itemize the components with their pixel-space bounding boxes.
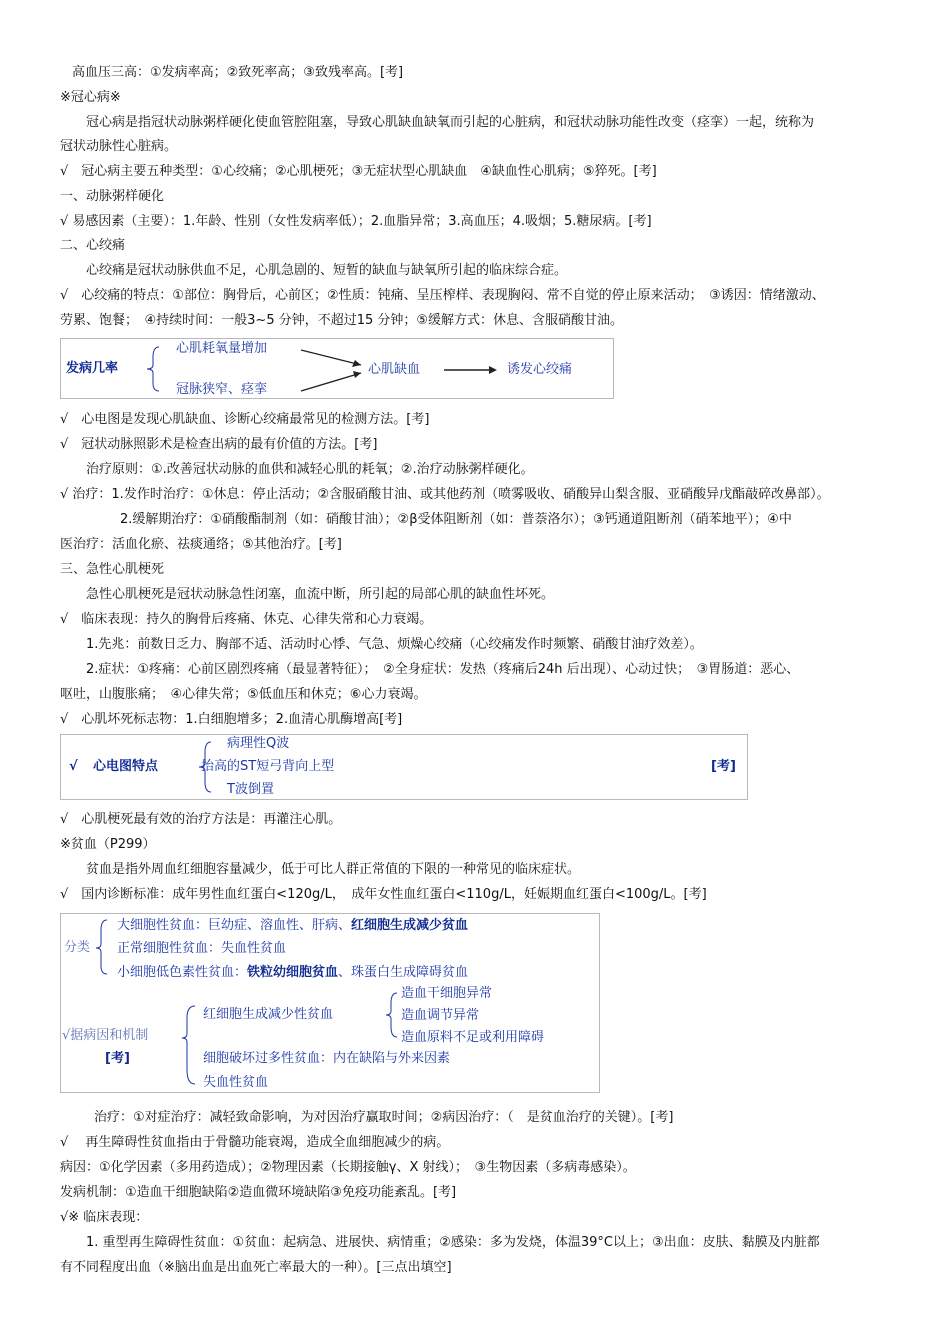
diagram-item-destruction: 细胞破坏过多性贫血：内在缺陷与外来因素 (203, 1051, 451, 1066)
text-line: √ 临床表现：持久的胸骨后疼痛、休克、心律失常和心力衰竭。 (60, 612, 433, 627)
pathogenesis-diagram (60, 338, 614, 399)
text-line: 劳累、饱餐； ④持续时间：一般3~5 分钟，不超过15 分钟；⑤缓解方式：休息、含服硝酸甘油。 (60, 313, 624, 328)
diagram-check: √ (69, 759, 78, 774)
diagram-item-microcytic (117, 965, 468, 981)
text-line: 2.缓解期治疗：①硝酸酯制剂（如：硝酸甘油）；②β受体阻断剂（如：普萘洛尔）；③钙通道阻断剂（硝苯地平）；④中 (120, 512, 792, 527)
diagram-item-text: 、珠蛋白生成障碍贫血 (338, 965, 469, 980)
diagram-item-emphasis: 红细胞生成减少贫血 (351, 918, 469, 933)
diagram-subitem-regulation: 造血调节异常 (401, 1008, 480, 1023)
section-heading: ※贫血（P299） (60, 837, 156, 852)
diagram-item-st-elevation: 抬高的ST短弓背向上型 (201, 759, 335, 774)
diagram-head: 发病几率 (66, 361, 119, 376)
ecg-features-diagram (60, 734, 748, 800)
diagram-item-normocytic: 正常细胞性贫血：失血性贫血 (117, 941, 287, 956)
text-line: 病因：①化学因素（多用药造成）；②物理因素（长期接触γ、X 射线）； ③生物因素（多病毒感染）。 (60, 1160, 636, 1175)
diagram-item-blood-loss: 失血性贫血 (203, 1075, 269, 1090)
text-line: √ 治疗：1.发作时治疗：①休息：停止活动；②含服硝酸甘油、或其他药剂（喷雾吸收、硝酸异山梨含服、亚硝酸异戊酯敲碎改鼻部）。 (60, 487, 830, 502)
text-line: √ 心肌坏死标志物：1.白细胞增多；2.血清心肌酶增高[考] (60, 712, 403, 727)
exam-tag: [考] (105, 1051, 130, 1066)
text-line: 发病机制：①造血干细胞缺陷②造血微环境缺陷③免疫功能紊乱。[考] (60, 1185, 457, 1200)
text-line: √ 冠状动脉照影术是检查出病的最有价值的方法。[考] (60, 437, 378, 452)
anemia-classification-diagram (60, 913, 600, 1093)
diagram-subitem-raw-material: 造血原料不足或利用障碍 (401, 1030, 545, 1045)
text-line: 治疗：①对症治疗：减轻致命影响，为对因治疗赢取时间；②病因治疗：（ 是贫血治疗的关键）。[考] (94, 1110, 674, 1125)
text-line: √ 冠心病主要五种类型：①心绞痛；②心肌梗死；③无症状型心肌缺血 ④缺血性心肌病；⑤猝死。[考] (60, 164, 657, 179)
text-line: √ 心肌梗死最有效的治疗方法是：再灌注心肌。 (60, 812, 342, 827)
text-line: 贫血是指外周血红细胞容量减少，低于可比人群正常值的下限的一种常见的临床症状。 (86, 862, 581, 877)
text-line: 2.症状：①疼痛：心前区剧烈疼痛（最显著特征）； ②全身症状：发热（疼痛后24h 后出现）、心动过快； ③胃肠道：恶心、 (86, 662, 800, 677)
diagram-node-angina: 诱发心绞痛 (507, 362, 573, 377)
diagram-subitem-stem-cell: 造血干细胞异常 (401, 986, 493, 1001)
diagram-head-classification: 分类 (64, 940, 91, 955)
diagram-head-mechanism: √据病因和机制 (62, 1028, 149, 1043)
text-line: √ 易感因素（主要）：1.年龄、性别（女性发病率低）；2.血脂异常；3.高血压；4.吸烟；5.糖尿病。[考] (60, 214, 652, 229)
diagram-item-text: 大细胞性贫血：巨幼症、溶血性、肝病、 (117, 918, 352, 933)
text-line: √ 心绞痛的特点：①部位：胸骨后，心前区；②性质：钝痛、呈压榨样、表现胸闷、常不自觉的停止原来活动； ③诱因：情绪激动、 (60, 288, 825, 303)
text-line: 心绞痛是冠状动脉供血不足，心肌急剧的、短暂的缺血与缺氧所引起的临床综合症。 (86, 263, 568, 278)
text-line: √ 再生障碍性贫血指由于骨髓功能衰竭，造成全血细胞减少的病。 (60, 1135, 450, 1150)
section-heading: 二、心绞痛 (60, 238, 126, 253)
text-line: √ 心电图是发现心肌缺血、诊断心绞痛最常见的检测方法。[考] (60, 412, 430, 427)
diagram-item-macrocytic (117, 918, 468, 934)
diagram-node-oxygen-demand: 心肌耗氧量增加 (176, 341, 268, 356)
diagram-head: 心电图特点 (93, 759, 159, 774)
text-line: 1.先兆：前数日乏力、胸部不适、活动时心悸、气急、烦燥心绞痛（心绞痛发作时频繁、硝酸甘油疗效差）。 (86, 637, 703, 652)
text-line: 急性心肌梗死是冠状动脉急性闭塞，血流中断，所引起的局部心肌的缺血性坏死。 (86, 587, 555, 602)
text-line: 冠状动脉性心脏病。 (60, 139, 178, 154)
text-line: 1. 重型再生障碍性贫血：①贫血：起病急、进展快、病情重；②感染：多为发烧，体温39°C以上；③出血：皮肤、黏膜及内脏都 (86, 1235, 820, 1250)
text-line: 呕吐，山腹胀痛； ④心律失常；⑤低血压和休克；⑥心力衰竭。 (60, 687, 427, 702)
text-line: 医治疗：活血化瘀、祛痰通络；⑤其他治疗。[考] (60, 537, 342, 552)
section-heading: 一、动脉粥样硬化 (60, 189, 165, 204)
exam-tag: [考] (711, 759, 736, 774)
diagram-node-coronary-stenosis: 冠脉狭窄、痉挛 (176, 382, 268, 397)
diagram-node-ischemia: 心肌缺血 (368, 362, 421, 377)
diagram-item-emphasis: 铁粒幼细胞贫血 (247, 965, 339, 980)
text-line: 高血压三高：①发病率高；②致死率高；③致残率高。[考] (72, 65, 404, 80)
diagram-item-text: 小细胞低色素性贫血： (117, 965, 248, 980)
text-line: 治疗原则：①.改善冠状动脉的血供和减轻心肌的耗氧；②.治疗动脉粥样硬化。 (86, 462, 534, 477)
diagram-brace (61, 735, 747, 799)
section-heading: 三、急性心肌梗死 (60, 562, 165, 577)
diagram-item-t-inversion: T波倒置 (227, 782, 274, 797)
section-heading: ※冠心病※ (60, 90, 121, 105)
diagram-item-q-wave: 病理性Q波 (227, 736, 290, 751)
text-line: 有不同程度出血（※脑出血是出血死亡率最大的一种）。[三点出填空] (60, 1260, 452, 1275)
text-line: √ 国内诊断标准：成年男性血红蛋白<120g/L， 成年女性血红蛋白<110g/L，妊娠期血红蛋白<100g/L。[考] (60, 887, 707, 902)
text-line: 冠心病是指冠状动脉粥样硬化使血管腔阻塞，导致心肌缺血缺氧而引起的心脏病，和冠状动脉功能性改变（痉挛）一起，统称为 (86, 115, 815, 130)
diagram-item-reduced-production: 红细胞生成减少性贫血 (203, 1007, 334, 1022)
text-line: √※ 临床表现： (60, 1210, 149, 1225)
